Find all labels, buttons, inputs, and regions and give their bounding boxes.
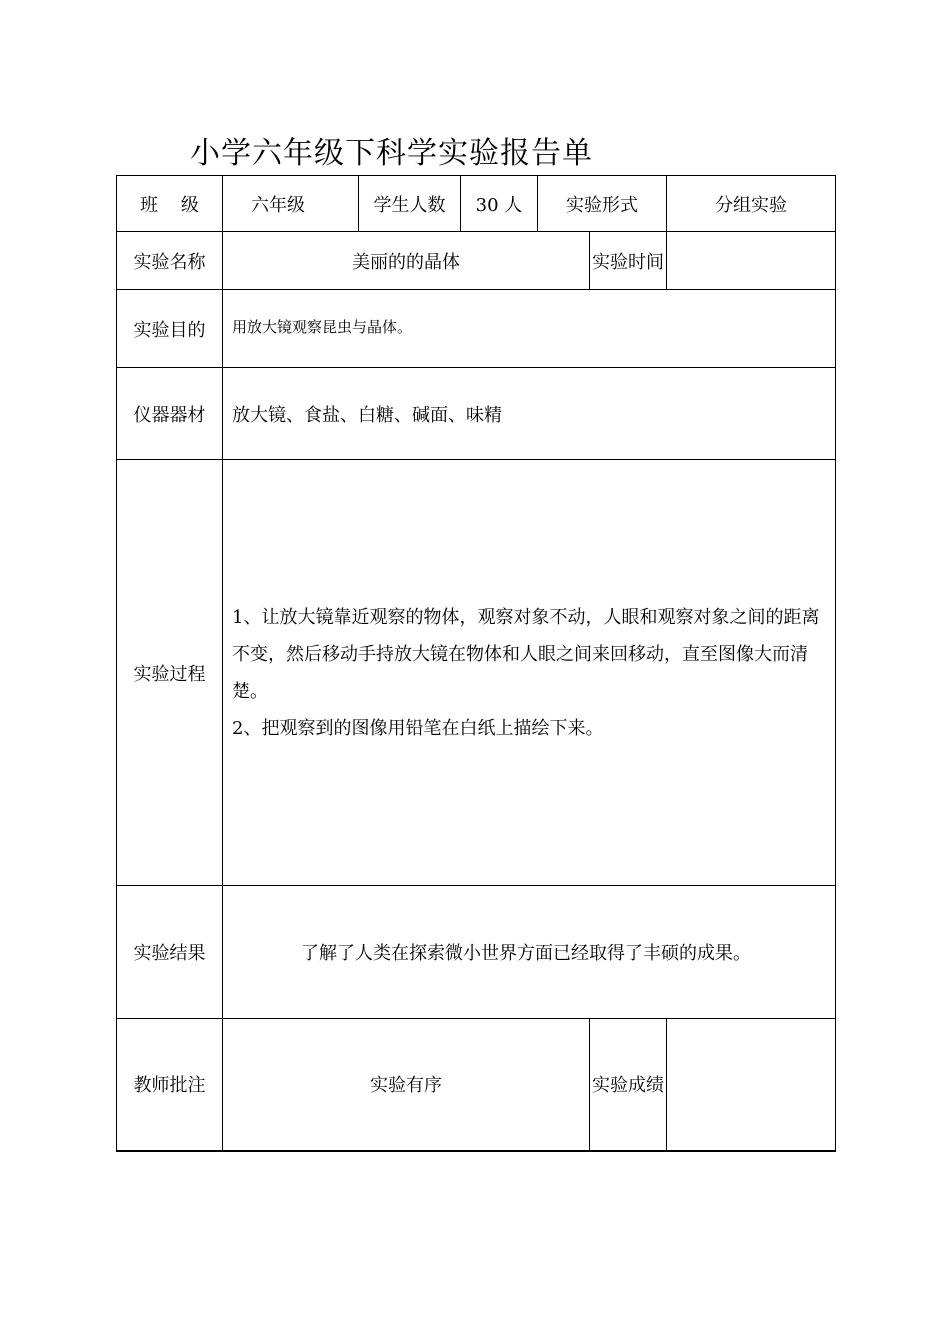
result-label: 实验结果 (117, 886, 223, 1019)
process-content (223, 460, 836, 886)
table-row (117, 886, 836, 1019)
students-label: 学生人数 (359, 176, 461, 232)
time-value (667, 232, 836, 290)
name-value: 美丽的的晶体 (223, 232, 590, 290)
table-row (117, 176, 836, 232)
comment-value: 实验有序 (223, 1019, 590, 1151)
class-label: 班 级 (117, 176, 223, 232)
form-value: 分组实验 (667, 176, 836, 232)
comment-label: 教师批注 (117, 1019, 223, 1151)
time-label: 实验时间 (590, 232, 667, 290)
equipment-value: 放大镜、食盐、白糖、碱面、味精 (223, 368, 836, 460)
score-value (667, 1019, 836, 1151)
page-title: 小学六年级下科学实验报告单 (190, 136, 593, 171)
report-table (116, 175, 836, 1152)
equipment-label: 仪器器材 (117, 368, 223, 460)
process-step-2: 2、把观察到的图像用铅笔在白纸上描绘下来。 (232, 717, 604, 739)
table-row (117, 290, 836, 368)
table-row (117, 460, 836, 886)
name-label: 实验名称 (117, 232, 223, 290)
purpose-label: 实验目的 (117, 290, 223, 368)
result-value: 了解了人类在探索微小世界方面已经取得了丰硕的成果。 (223, 886, 836, 1019)
table-row (117, 1019, 836, 1151)
score-label: 实验成绩 (590, 1019, 667, 1151)
students-value: 30 人 (461, 176, 538, 232)
form-label: 实验形式 (538, 176, 667, 232)
process-label: 实验过程 (117, 460, 223, 886)
class-value: 六年级 (223, 176, 359, 232)
purpose-value: 用放大镜观察昆虫与晶体。 (223, 290, 836, 368)
table-row (117, 368, 836, 460)
table-row (117, 232, 836, 290)
process-step-1: 1、让放大镜靠近观察的物体，观察对象不动，人眼和观察对象之间的距离不变，然后移动手持放大镜在物体和人眼之间来回移动，直至图像大而清楚。 (232, 606, 820, 702)
